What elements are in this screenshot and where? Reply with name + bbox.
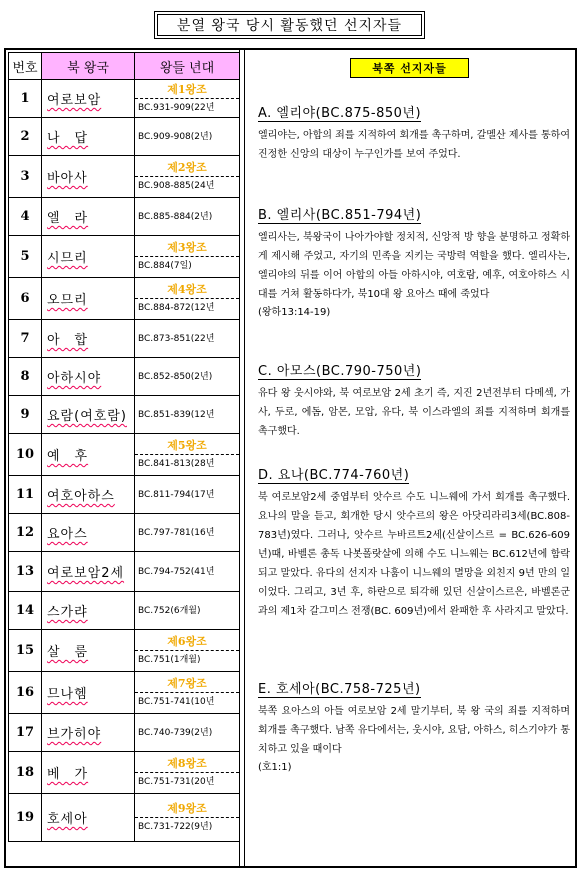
king-name: 살 룸	[47, 645, 89, 660]
king-name-cell	[42, 156, 135, 198]
dynasty-label: 제3왕조	[135, 239, 239, 257]
king-name: 시므리	[47, 251, 88, 266]
reign-years: BC.851-839(12년	[138, 409, 215, 420]
reign-years: BC.751(1개월)	[138, 654, 201, 665]
king-name: 아 합	[47, 333, 89, 348]
dynasty-label: 제4왕조	[135, 281, 239, 299]
header-no: 번호	[9, 53, 42, 80]
table-row	[9, 278, 240, 320]
reign-years-cell	[135, 752, 240, 794]
king-name-cell	[42, 434, 135, 476]
row-number: 18	[9, 752, 42, 794]
reign-years-cell	[135, 396, 240, 434]
reign-years-cell	[135, 476, 240, 514]
table-row	[9, 714, 240, 752]
dynasty-label: 제1왕조	[135, 81, 239, 99]
row-number: 7	[9, 320, 42, 358]
dynasty-label: 제7왕조	[135, 675, 239, 693]
king-name-cell	[42, 630, 135, 672]
kings-table-panel	[8, 52, 239, 864]
king-name-cell	[42, 672, 135, 714]
prophet-heading: B. 엘리사(BC.851-794년)	[258, 204, 421, 224]
king-name-cell	[42, 358, 135, 396]
table-row	[9, 476, 240, 514]
prophet-reference: (왕하13:14-19)	[258, 307, 331, 318]
prophet-heading: D. 요나(BC.774-760년)	[258, 464, 409, 484]
prophet-body: 북 여로보암2세 중엽부터 앗수르 수도 니느웨에 가서 회개를 촉구했다. 요나의 말을 듣고, 회개한 당시 앗수르의 왕은 아닷리라리3세(BC.808-783년)였다. 그러나, 앗수르 누바르트2세(신살이스르 = BC.626-609년)때, 바벨론 총독 나봇폴랏살에 의해 수도 니느웨는 BC.612년에 함락되고 말았다. 유다의 선지자 나훔이 니느웨의 멸망을 외친지 9년 만의 일이었다. 그리고, 3년 후, 하란으로 퇴각해 있던 신살이스르은, 바벨론군과의 제1차 갈그미스 전쟁(BC. 609년)에서 완패한 후 사라지고 말았다.	[258, 492, 570, 617]
king-name-cell	[42, 118, 135, 156]
content-frame	[4, 48, 577, 868]
table-row	[9, 794, 240, 842]
king-name: 베 가	[47, 767, 89, 782]
column-divider	[239, 50, 245, 866]
row-number: 11	[9, 476, 42, 514]
prophet-heading: E. 호세아(BC.758-725년)	[258, 678, 421, 698]
king-name: 바아사	[47, 171, 88, 186]
king-name: 요람(여호람)	[47, 409, 127, 424]
reign-years: BC.841-813(28년	[138, 458, 215, 469]
reign-years-cell	[135, 672, 240, 714]
reign-years-cell	[135, 592, 240, 630]
row-number: 13	[9, 552, 42, 592]
table-row	[9, 236, 240, 278]
king-name: 예 후	[47, 449, 89, 464]
reign-years-cell	[135, 320, 240, 358]
row-number: 14	[9, 592, 42, 630]
reign-years-cell	[135, 358, 240, 396]
reign-years-cell	[135, 236, 240, 278]
reign-years-cell	[135, 80, 240, 118]
reign-years-cell	[135, 794, 240, 842]
reign-years: BC.931-909(22년	[138, 102, 215, 113]
king-name-cell	[42, 476, 135, 514]
reign-years: BC.740-739(2년)	[138, 727, 213, 738]
reign-years: BC.731-722(9년)	[138, 821, 213, 832]
table-row	[9, 320, 240, 358]
table-row	[9, 156, 240, 198]
header-years: 왕들 년대	[135, 53, 240, 80]
king-name: 호세아	[47, 812, 88, 827]
king-name-cell	[42, 514, 135, 552]
table-row	[9, 396, 240, 434]
dynasty-label: 제8왕조	[135, 755, 239, 773]
table-row	[9, 358, 240, 396]
reign-years: BC.873-851(22년	[138, 333, 215, 344]
king-name-cell	[42, 752, 135, 794]
prophet-heading: C. 아모스(BC.790-750년)	[258, 360, 421, 380]
king-name-cell	[42, 794, 135, 842]
king-name-cell	[42, 80, 135, 118]
table-row	[9, 592, 240, 630]
dynasty-label: 제2왕조	[135, 159, 239, 177]
table-row	[9, 514, 240, 552]
reign-years-cell	[135, 278, 240, 320]
king-name-cell	[42, 278, 135, 320]
row-number: 3	[9, 156, 42, 198]
prophet-body: 엘리사는, 북왕국이 나아가야할 정치적, 신앙적 방 향을 분명하고 정확하게 제시해 주었고, 자기의 민족을 지키는 국방력 역할을 했다. 엘리사는, 엘리야의 뒤를 이어 아합의 아들 아하시야, 여호람, 예후, 여호아하스 시대를 거쳐 활동하다가, 북10대 왕 요아스 때에 죽었다	[258, 232, 570, 300]
prophet-heading: A. 엘리야(BC.875-850년)	[258, 102, 421, 122]
king-name: 엘 라	[47, 211, 89, 226]
king-name-cell	[42, 320, 135, 358]
reign-years-cell	[135, 434, 240, 476]
reign-years: BC.909-908(2년)	[138, 131, 213, 142]
row-number: 1	[9, 80, 42, 118]
king-name: 여로보암	[47, 93, 102, 108]
page-title: 분열 왕국 당시 활동했던 선지자들	[154, 11, 425, 39]
king-name-cell	[42, 198, 135, 236]
prophet-jonah	[258, 464, 570, 621]
row-number: 15	[9, 630, 42, 672]
prophet-elijah	[258, 102, 570, 164]
row-number: 17	[9, 714, 42, 752]
row-number: 16	[9, 672, 42, 714]
king-name: 요아스	[47, 527, 88, 542]
reign-years-cell	[135, 156, 240, 198]
row-number: 6	[9, 278, 42, 320]
king-name-cell	[42, 236, 135, 278]
reign-years-cell	[135, 198, 240, 236]
reign-years: BC.885-884(2년)	[138, 211, 213, 222]
prophets-header: 북쪽 선지자들	[350, 58, 469, 78]
table-row	[9, 198, 240, 236]
king-name-cell	[42, 714, 135, 752]
row-number: 5	[9, 236, 42, 278]
king-name: 스가랴	[47, 605, 88, 620]
prophet-body: 엘리야는, 아합의 죄를 지적하여 회개를 촉구하며, 갈멜산 제사를 통하여 진정한 신앙의 대상이 누구인가를 보여 주었다.	[258, 130, 570, 160]
table-row	[9, 80, 240, 118]
row-number: 9	[9, 396, 42, 434]
king-name: 오므리	[47, 293, 88, 308]
row-number: 19	[9, 794, 42, 842]
reign-years: BC.751-741(10년	[138, 696, 215, 707]
king-name: 아하시야	[47, 371, 102, 386]
king-name: 므나헴	[47, 687, 88, 702]
table-row	[9, 552, 240, 592]
prophet-amos	[258, 360, 570, 441]
row-number: 2	[9, 118, 42, 156]
reign-years: BC.884(7일)	[138, 260, 192, 271]
reign-years: BC.884-872(12년	[138, 302, 215, 313]
reign-years-cell	[135, 552, 240, 592]
king-name: 나 답	[47, 131, 89, 146]
prophet-body: 유다 왕 웃시야와, 북 여로보암 2세 초기 즉, 지진 2년전부터 다메섹, 가사, 두로, 에돔, 암몬, 모압, 유다, 북 이스라엘의 죄를 지적하며 회개를 촉구했다.	[258, 388, 570, 437]
reign-years: BC.752(6개월)	[138, 605, 201, 616]
prophet-hosea	[258, 678, 570, 777]
reign-years-cell	[135, 714, 240, 752]
reign-years: BC.794-752(41년	[138, 566, 215, 577]
table-row	[9, 752, 240, 794]
reign-years: BC.751-731(20년	[138, 776, 215, 787]
row-number: 8	[9, 358, 42, 396]
king-name: 여호아하스	[47, 489, 115, 504]
table-row	[9, 118, 240, 156]
header-kingdom: 북 왕국	[42, 53, 135, 80]
prophet-reference: (호1:1)	[258, 762, 292, 773]
table-row	[9, 672, 240, 714]
table-header-row	[9, 53, 240, 80]
table-row	[9, 434, 240, 476]
reign-years: BC.908-885(24년	[138, 180, 215, 191]
reign-years-cell	[135, 630, 240, 672]
reign-years-cell	[135, 514, 240, 552]
row-number: 12	[9, 514, 42, 552]
king-name-cell	[42, 552, 135, 592]
row-number: 4	[9, 198, 42, 236]
dynasty-label: 제5왕조	[135, 437, 239, 455]
table-row	[9, 630, 240, 672]
kings-table	[8, 52, 240, 842]
reign-years-cell	[135, 118, 240, 156]
dynasty-label: 제6왕조	[135, 633, 239, 651]
row-number: 10	[9, 434, 42, 476]
king-name-cell	[42, 396, 135, 434]
prophet-elisha	[258, 204, 570, 322]
prophet-body: 북쪽 요아스의 아들 여로보암 2세 말기부터, 북 왕 국의 죄를 지적하며 회개를 촉구했다. 남쪽 유다에서는, 웃시야, 요담, 아하스, 히스기야가 통치하고 있을 때이다	[258, 706, 570, 755]
king-name-cell	[42, 592, 135, 630]
reign-years: BC.811-794(17년	[138, 489, 215, 500]
reign-years: BC.797-781(16년	[138, 527, 215, 538]
prophets-panel	[246, 50, 575, 866]
reign-years: BC.852-850(2년)	[138, 371, 213, 382]
king-name: 여로보암2세	[47, 566, 125, 581]
dynasty-label: 제9왕조	[135, 800, 239, 818]
king-name: 브가히야	[47, 727, 102, 742]
